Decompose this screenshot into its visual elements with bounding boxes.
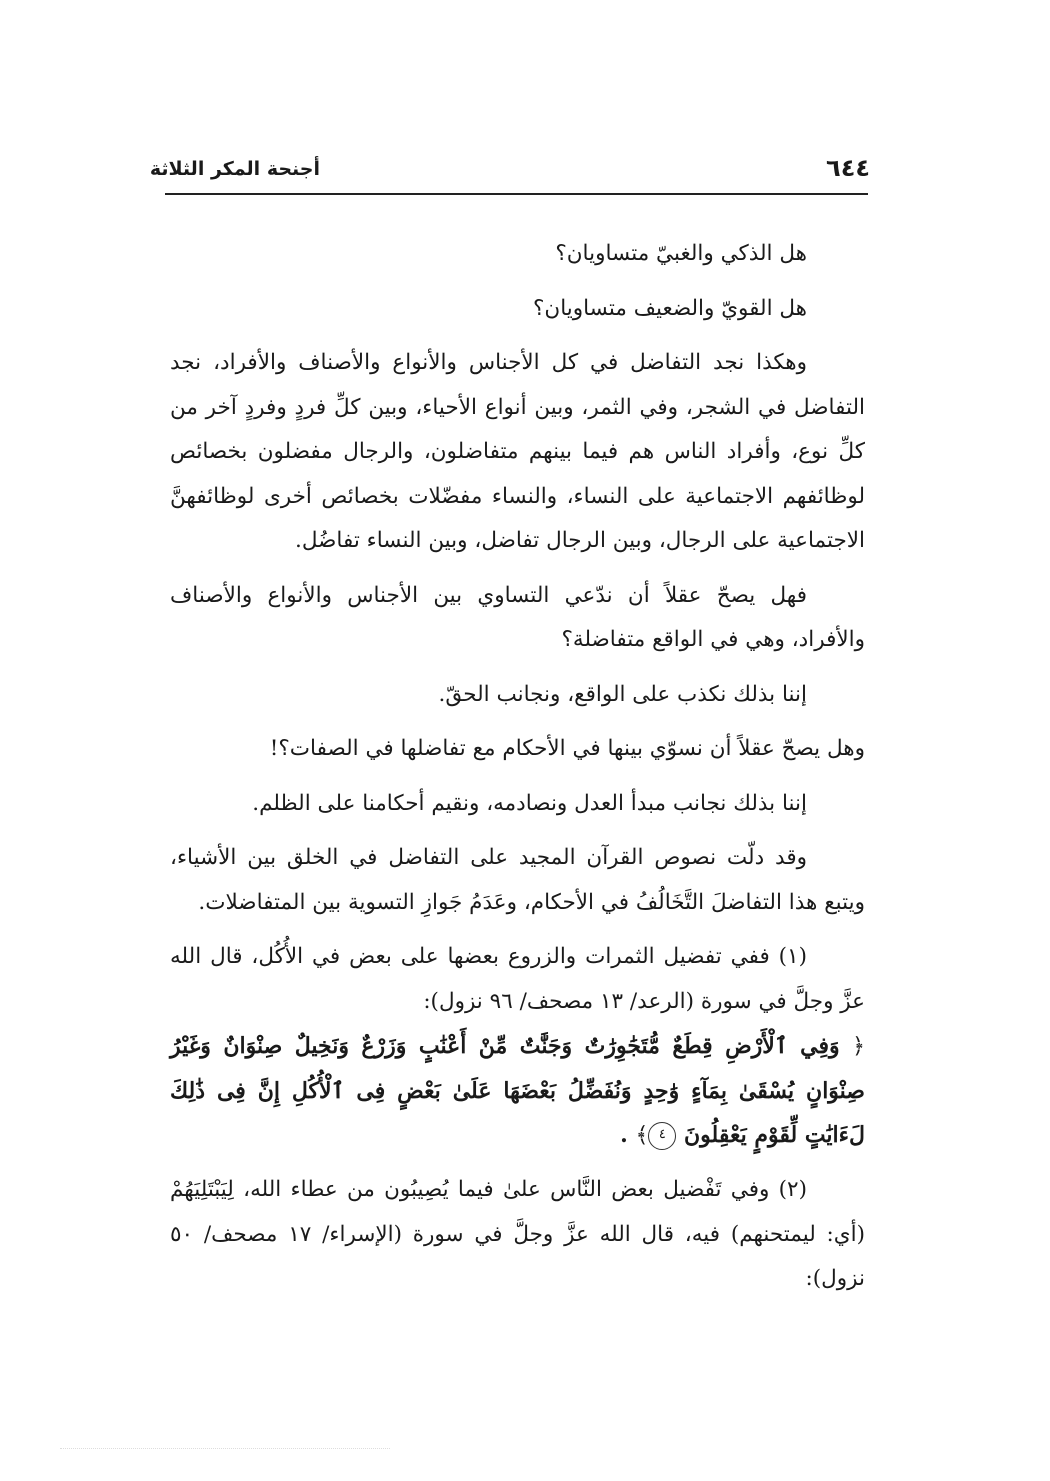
running-title: أجنحة المكر الثلاثة (149, 158, 320, 180)
paragraph-10: (٢) وفي تَفْضيل بعض النَّاس علىٰ فيما يُصِيبُون من عطاء الله، لِيَبْتَلِيَهُمْ (أي: ليمتحنهم) فيه، قال الله عزَّ وجلَّ في سورة (الإسراء/ ١٧ مصحف/ ٥٠ نزول): (170, 1177, 865, 1291)
paragraph-5: إننا بذلك نكذب على الواقع، ونجانب الحقّ. (438, 681, 807, 707)
paragraph-9: (١) ففي تفضيل الثمرات والزروع بعضها على بعض في الأُكُل، قال الله عزَّ وجلَّ في سورة (الرعد/ ١٣ مصحف/ ٩٦ نزول): (170, 944, 865, 1014)
quran-close-bracket: ﴾ (635, 1123, 649, 1148)
scan-artifact-line (60, 1448, 390, 1449)
page-header (149, 152, 870, 192)
quran-verse-text: وَفِي ٱلْأَرْضِ قِطَعٌ مُّتَجَٰوِرَٰتٌ وَجَنَّٰتٌ مِّنْ أَعْنَٰبٍ وَزَرْعٌ وَنَخِيلٌ صِنْوَانٌ وَغَيْرُ صِنْوَانٍ يُسْقَىٰ بِمَآءٍ وَٰحِدٍ وَنُفَضِّلُ بَعْضَهَا عَلَىٰ بَعْضٍ فِى ٱلْأُكُلِ إِنَّ فِى ذَٰلِكَ لَءَايَٰتٍ لِّقَوْمٍ يَعْقِلُونَ (170, 1033, 865, 1148)
paragraph-1: هل الذكي والغبيّ متساويان؟ (555, 241, 807, 266)
quran-verse (170, 1024, 865, 1158)
paragraph-4: فهل يصحّ عقلاً أن ندّعي التساوي بين الأجناس والأنواع والأصناف والأفراد، وهي في الواقع متفاضلة؟ (170, 582, 865, 652)
ayah-number-marker: ٤ (648, 1122, 676, 1150)
page-body (170, 232, 865, 1302)
paragraph-8: وقد دلّت نصوص القرآن المجيد على التفاضل في الخلق بين الأشياء، ويتبع هذا التفاضلَ التَّخَالُفُ في الأحكام، وعَدَمُ جَوازِ التسوية بين المتفاضلات. (170, 845, 865, 915)
quran-open-bracket: ﴿ (852, 1034, 865, 1059)
paragraph-6: وهل يصحّ عقلاً أن نسوّي بينها في الأحكام مع تفاضلها في الصفات؟! (269, 736, 865, 761)
verse-end-mark: . (620, 1122, 628, 1148)
paragraph-3: وهكذا نجد التفاضل في كل الأجناس والأنواع والأصناف والأفراد، نجد التفاضل في الشجر، وفي الثمر، وبين أنواع الأحياء، وبين كلِّ فردٍ وفردٍ آخر من كلِّ نوع، وأفراد الناس هم فيما بينهم متفاضلون، والرجال مفضلون بخصائص لوظائفهم الاجتماعية على النساء، والنساء مفضّلات بخصائص أخرى لوظائفهنَّ الاجتماعية على الرجال، وبين الرجال تفاضل، وبين النساء تفاضُل. (170, 350, 865, 553)
paragraph-7: إننا بذلك نجانب مبدأ العدل ونصادمه، ونقيم أحكامنا على الظلم. (252, 790, 807, 816)
page-number: ٦٤٤ (826, 154, 870, 182)
header-divider (165, 193, 868, 195)
paragraph-2: هل القويّ والضعيف متساويان؟ (533, 295, 807, 321)
